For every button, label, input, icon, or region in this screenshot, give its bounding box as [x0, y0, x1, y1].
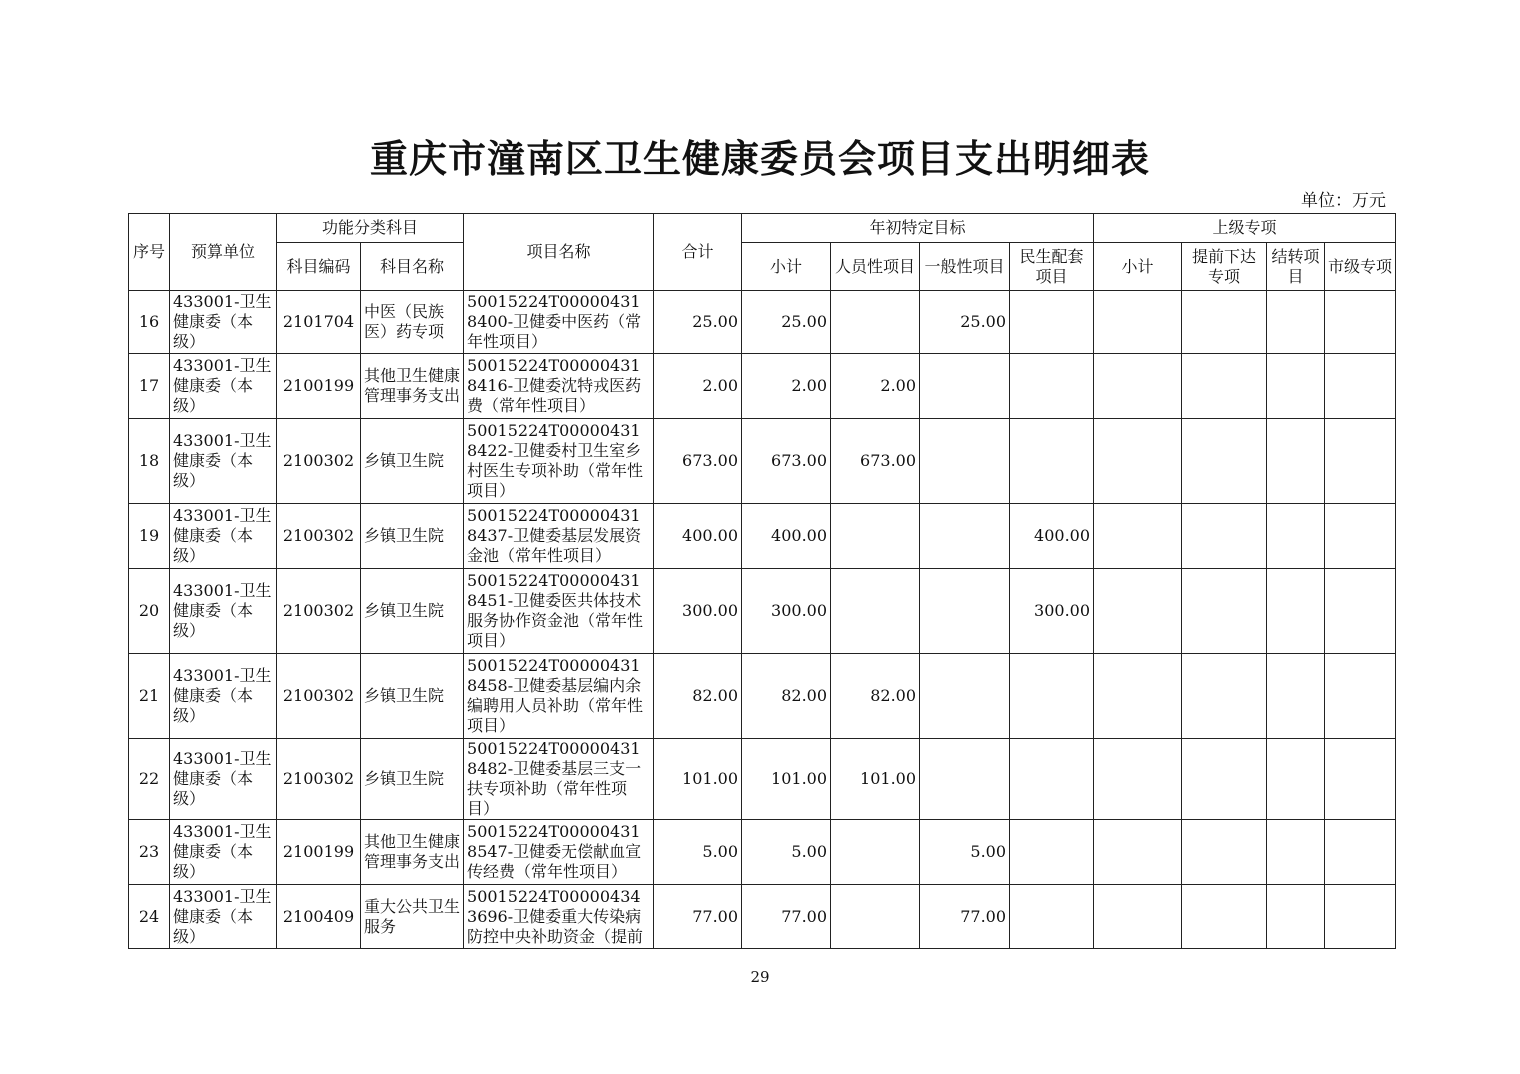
row-subject-code: 2100302	[277, 419, 361, 504]
row-at-personnel: 2.00	[831, 354, 920, 419]
row-at-livelihood: 300.00	[1010, 569, 1094, 654]
table-row	[129, 504, 1396, 569]
row-at-livelihood	[1010, 291, 1094, 354]
row-at-personnel: 101.00	[831, 739, 920, 820]
row-at-personnel: 82.00	[831, 654, 920, 739]
row-budget-unit: 433001-卫生健康委（本级）	[170, 654, 277, 739]
row-budget-unit: 433001-卫生健康委（本级）	[170, 354, 277, 419]
row-sp-advance	[1182, 739, 1267, 820]
header-total: 合计	[654, 214, 742, 291]
row-budget-unit: 433001-卫生健康委（本级）	[170, 419, 277, 504]
row-at-general	[920, 654, 1010, 739]
row-total: 400.00	[654, 504, 742, 569]
row-sp-city	[1325, 569, 1396, 654]
row-at-general	[920, 354, 1010, 419]
row-at-subtotal: 101.00	[742, 739, 831, 820]
row-total: 673.00	[654, 419, 742, 504]
header-budget-unit: 预算单位	[170, 214, 277, 291]
row-at-personnel	[831, 569, 920, 654]
row-subject-code: 2100199	[277, 820, 361, 885]
row-at-subtotal: 300.00	[742, 569, 831, 654]
row-seq: 16	[129, 291, 170, 354]
header-project-name: 项目名称	[464, 214, 654, 291]
row-at-personnel	[831, 820, 920, 885]
row-sp-carryover	[1267, 569, 1325, 654]
row-at-general	[920, 504, 1010, 569]
row-seq: 21	[129, 654, 170, 739]
row-sp-advance	[1182, 354, 1267, 419]
header-at-subtotal: 小计	[742, 243, 831, 291]
row-budget-unit: 433001-卫生健康委（本级）	[170, 504, 277, 569]
row-sp-city	[1325, 291, 1396, 354]
header-at-personnel: 人员性项目	[831, 243, 920, 291]
header-sp-subtotal: 小计	[1094, 243, 1182, 291]
row-subject-name: 中医（民族医）药专项	[361, 291, 464, 354]
row-subject-code: 2100302	[277, 504, 361, 569]
row-sp-city	[1325, 419, 1396, 504]
row-sp-subtotal	[1094, 654, 1182, 739]
row-at-personnel: 673.00	[831, 419, 920, 504]
row-sp-advance	[1182, 504, 1267, 569]
row-at-livelihood	[1010, 885, 1094, 949]
row-at-general	[920, 739, 1010, 820]
row-project-name: 50015224T000004318482-卫健委基层三支一扶专项补助（常年性项目）	[464, 739, 654, 820]
row-subject-name: 乡镇卫生院	[361, 419, 464, 504]
row-sp-subtotal	[1094, 419, 1182, 504]
row-subject-code: 2100302	[277, 654, 361, 739]
row-project-name: 50015224T000004318451-卫健委医共体技术服务协作资金池（常年性项目）	[464, 569, 654, 654]
table-row	[129, 354, 1396, 419]
header-superior: 上级专项	[1094, 214, 1396, 243]
row-at-livelihood	[1010, 654, 1094, 739]
row-at-general: 5.00	[920, 820, 1010, 885]
row-at-subtotal: 25.00	[742, 291, 831, 354]
row-budget-unit: 433001-卫生健康委（本级）	[170, 739, 277, 820]
row-subject-code: 2100199	[277, 354, 361, 419]
row-project-name: 50015224T000004343696-卫健委重大传染病防控中央补助资金（提前	[464, 885, 654, 949]
page-number: 29	[750, 968, 770, 986]
row-budget-unit: 433001-卫生健康委（本级）	[170, 291, 277, 354]
row-sp-advance	[1182, 419, 1267, 504]
row-sp-advance	[1182, 820, 1267, 885]
table-row	[129, 820, 1396, 885]
row-sp-city	[1325, 885, 1396, 949]
row-subject-code: 2100302	[277, 739, 361, 820]
row-subject-name: 乡镇卫生院	[361, 504, 464, 569]
row-sp-subtotal	[1094, 354, 1182, 419]
row-at-subtotal: 77.00	[742, 885, 831, 949]
row-seq: 23	[129, 820, 170, 885]
row-at-personnel	[831, 291, 920, 354]
row-total: 101.00	[654, 739, 742, 820]
row-sp-subtotal	[1094, 291, 1182, 354]
row-subject-code: 2101704	[277, 291, 361, 354]
row-subject-name: 乡镇卫生院	[361, 739, 464, 820]
row-sp-advance	[1182, 291, 1267, 354]
row-seq: 22	[129, 739, 170, 820]
row-at-general: 25.00	[920, 291, 1010, 354]
row-sp-city	[1325, 654, 1396, 739]
row-sp-city	[1325, 504, 1396, 569]
row-subject-code: 2100409	[277, 885, 361, 949]
row-at-personnel	[831, 504, 920, 569]
unit-label: 单位：万元	[1301, 191, 1386, 211]
row-at-livelihood	[1010, 739, 1094, 820]
row-sp-city	[1325, 820, 1396, 885]
table-row	[129, 569, 1396, 654]
header-seq: 序号	[129, 214, 170, 291]
row-at-livelihood	[1010, 354, 1094, 419]
row-subject-name: 重大公共卫生服务	[361, 885, 464, 949]
row-budget-unit: 433001-卫生健康委（本级）	[170, 569, 277, 654]
row-sp-subtotal	[1094, 820, 1182, 885]
row-sp-subtotal	[1094, 569, 1182, 654]
table-row	[129, 654, 1396, 739]
header-at-general: 一般性项目	[920, 243, 1010, 291]
row-sp-carryover	[1267, 291, 1325, 354]
row-seq: 19	[129, 504, 170, 569]
table-row	[129, 885, 1396, 949]
row-at-subtotal: 673.00	[742, 419, 831, 504]
table-row	[129, 739, 1396, 820]
row-seq: 17	[129, 354, 170, 419]
row-sp-city	[1325, 739, 1396, 820]
row-seq: 24	[129, 885, 170, 949]
row-subject-name: 乡镇卫生院	[361, 654, 464, 739]
row-sp-subtotal	[1094, 885, 1182, 949]
row-at-livelihood: 400.00	[1010, 504, 1094, 569]
page-title: 重庆市潼南区卫生健康委员会项目支出明细表	[369, 136, 1150, 181]
row-at-general: 77.00	[920, 885, 1010, 949]
row-budget-unit: 433001-卫生健康委（本级）	[170, 820, 277, 885]
row-sp-carryover	[1267, 419, 1325, 504]
row-total: 300.00	[654, 569, 742, 654]
row-project-name: 50015224T000004318547-卫健委无偿献血宣传经费（常年性项目）	[464, 820, 654, 885]
row-project-name: 50015224T000004318400-卫健委中医药（常年性项目）	[464, 291, 654, 354]
row-total: 5.00	[654, 820, 742, 885]
table-row	[129, 419, 1396, 504]
row-sp-city	[1325, 354, 1396, 419]
row-total: 2.00	[654, 354, 742, 419]
row-sp-advance	[1182, 885, 1267, 949]
row-budget-unit: 433001-卫生健康委（本级）	[170, 885, 277, 949]
header-at-livelihood: 民生配套项目	[1010, 243, 1094, 291]
row-total: 82.00	[654, 654, 742, 739]
row-sp-carryover	[1267, 885, 1325, 949]
row-sp-subtotal	[1094, 504, 1182, 569]
row-at-subtotal: 2.00	[742, 354, 831, 419]
header-sp-carryover: 结转项目	[1267, 243, 1325, 291]
row-at-subtotal: 400.00	[742, 504, 831, 569]
row-project-name: 50015224T000004318458-卫健委基层编内余编聘用人员补助（常年性项目）	[464, 654, 654, 739]
row-project-name: 50015224T000004318437-卫健委基层发展资金池（常年性项目）	[464, 504, 654, 569]
header-annual-target: 年初特定目标	[742, 214, 1094, 243]
row-subject-name: 其他卫生健康管理事务支出	[361, 354, 464, 419]
row-sp-carryover	[1267, 354, 1325, 419]
header-sp-city: 市级专项	[1325, 243, 1396, 291]
row-at-personnel	[831, 885, 920, 949]
row-at-subtotal: 5.00	[742, 820, 831, 885]
row-sp-carryover	[1267, 504, 1325, 569]
row-at-livelihood	[1010, 820, 1094, 885]
row-sp-advance	[1182, 654, 1267, 739]
row-sp-subtotal	[1094, 739, 1182, 820]
header-sp-advance: 提前下达专项	[1182, 243, 1267, 291]
row-at-general	[920, 419, 1010, 504]
row-project-name: 50015224T000004318422-卫健委村卫生室乡村医生专项补助（常年性项目）	[464, 419, 654, 504]
row-subject-code: 2100302	[277, 569, 361, 654]
row-at-subtotal: 82.00	[742, 654, 831, 739]
row-sp-carryover	[1267, 739, 1325, 820]
row-at-livelihood	[1010, 419, 1094, 504]
table-row	[129, 291, 1396, 354]
header-func-class: 功能分类科目	[277, 214, 464, 243]
row-sp-advance	[1182, 569, 1267, 654]
row-sp-carryover	[1267, 654, 1325, 739]
project-expense-table	[128, 213, 1396, 949]
row-total: 25.00	[654, 291, 742, 354]
row-subject-name: 其他卫生健康管理事务支出	[361, 820, 464, 885]
row-subject-name: 乡镇卫生院	[361, 569, 464, 654]
row-total: 77.00	[654, 885, 742, 949]
row-at-general	[920, 569, 1010, 654]
row-project-name: 50015224T000004318416-卫健委沈特戎医药费（常年性项目）	[464, 354, 654, 419]
header-subject-code: 科目编码	[277, 243, 361, 291]
row-seq: 18	[129, 419, 170, 504]
row-seq: 20	[129, 569, 170, 654]
row-sp-carryover	[1267, 820, 1325, 885]
header-subject-name: 科目名称	[361, 243, 464, 291]
